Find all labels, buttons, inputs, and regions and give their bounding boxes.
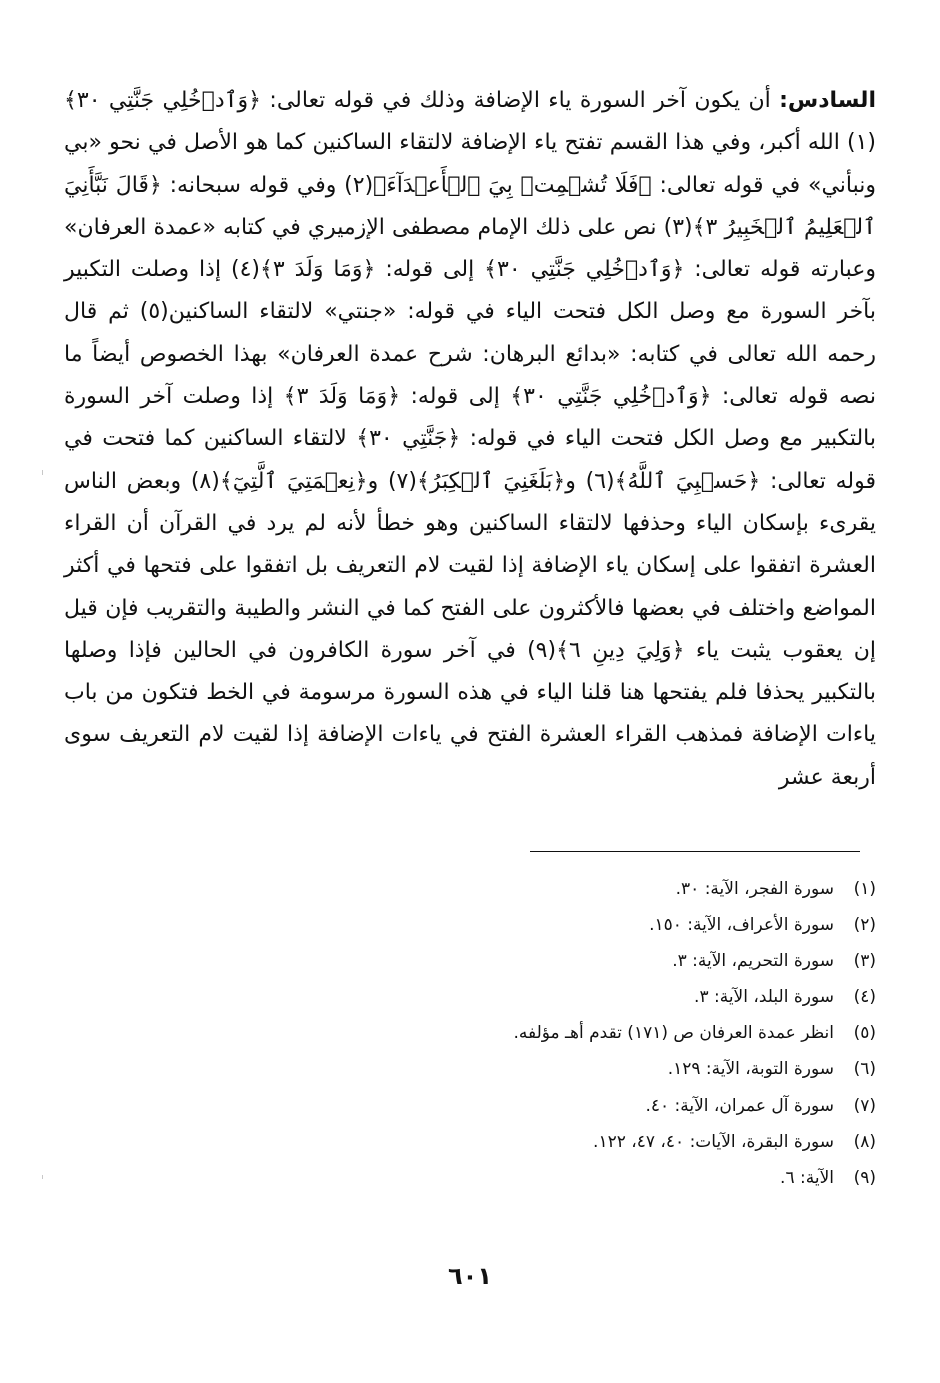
main-paragraph [64, 80, 876, 799]
footnote-text: سورة البلد، الآية: ٣. [694, 987, 834, 1008]
footnote-text: سورة البقرة، الآيات: ٤٠، ٤٧، ١٢٢. [593, 1131, 834, 1152]
footnote-item [356, 1124, 876, 1160]
main-text-block [64, 80, 876, 799]
footnote-item [356, 1160, 876, 1196]
footnote-number: (٢) [853, 915, 876, 936]
page-number: ٦٠١ [448, 1262, 492, 1290]
footnote-text: سورة آل عمران، الآية: ٤٠. [645, 1095, 834, 1116]
footnote-item [356, 1015, 876, 1051]
footnote-number: (٥) [853, 1023, 876, 1044]
paragraph-text: أن يكون آخر السورة ياء الإضافة وذلك في قوله تعالى: ﴿وَٱدۡخُلِي جَنَّتِي ٣٠﴾(١) الله أكبر، وفي هذا القسم تفتح ياء الإضافة لالتقاء الساكنين كما هو الأصل في نحو «بي ونبأني» في قوله تعالى: ﴿فَلَا تُشۡمِتۡ بِيَ ٱلۡأَعۡدَآءَ﴾(٢) وفي قوله سبحانه: ﴿قَالَ نَبَّأَنِيَ ٱلۡعَلِيمُ ٱلۡخَبِيرُ ٣﴾(٣) نص على ذلك الإمام مصطفى الإزميري في كتابه «عمدة العرفان» وعبارته قوله تعالى: ﴿وَٱدۡخُلِي جَنَّتِي ٣٠﴾ إلى قوله: ﴿وَمَا وَلَدَ ٣﴾(٤) إذا وصلت التكبير بآخر السورة مع وصل الكل فتحت الياء في قوله: «جنتي» لالتقاء الساكنين(٥) ثم قال رحمه الله تعالى في كتابه: «بدائع البرهان: شرح عمدة العرفان» بهذا الخصوص أيضاً ما نصه قوله تعالى: ﴿وَٱدۡخُلِي جَنَّتِي ٣٠﴾ إلى قوله: ﴿وَمَا وَلَدَ ٣﴾ إذا وصلت آخر السورة بالتكبير مع وصل الكل فتحت الياء في قوله: ﴿جَنَّتِي ٣٠﴾ لالتقاء الساكنين كما فتحت في قوله تعالى: ﴿حَسۡبِيَ ٱللَّهُ﴾(٦) و﴿بَلَغَنِيَ ٱلۡكِبَرُ﴾(٧) و﴿نِعۡمَتِيَ ٱلَّتِيٓ﴾(٨) وبعض الناس يقرىء بإسكان الياء وحذفها لالتقاء الساكنين وهو خطأ لأنه لم يرد في القرآن أن القراء العشرة اتفقوا على إسكان ياء الإضافة إذا لقيت لام التعريف بل اتفقوا على فتحها في أكثر المواضع واختلف في بعضها فالأكثرون على الفتح كما في النشر والطيبة والتقريب فإن قيل إن يعقوب يثبت ياء ﴿وَلِيَ دِينِ ٦﴾(٩) في آخر سورة الكافرون في الحالين فإذا وصلها بالتكبير يحذفا فلم يفتحها هنا قلنا الياء في هذه السورة مرسومة في الخط فتكون من باب ياءات الإضافة فمذهب القراء العشرة الفتح في ياءات الإضافة إذا لقيت لام التعريف سوى أربعة عشر [64, 88, 877, 790]
footnote-text: سورة الأعراف، الآية: ١٥٠. [649, 915, 834, 936]
footnote-text: سورة التوبة، الآية: ١٢٩. [667, 1059, 834, 1080]
scan-margin-mark [42, 1175, 43, 1179]
footnote-text: سورة التحريم، الآية: ٣. [672, 951, 834, 972]
footnote-number: (٩) [853, 1167, 876, 1188]
footnote-item [356, 871, 876, 907]
footnote-text: الآية: ٦. [780, 1167, 834, 1188]
footnote-separator [530, 851, 860, 852]
footnote-text: سورة الفجر، الآية: ٣٠. [675, 879, 834, 899]
footnote-item [356, 1051, 876, 1087]
footnote-item [356, 907, 876, 943]
footnote-item [356, 979, 876, 1015]
footnote-item [356, 1088, 876, 1124]
footnote-number: (٤) [853, 987, 876, 1008]
scan-margin-mark [42, 470, 43, 475]
footnote-text: انظر عمدة العرفان ص (١٧١) تقدم أهـ مؤلفه. [513, 1023, 834, 1044]
footnote-number: (٣) [853, 951, 876, 972]
footnote-number: (٧) [853, 1095, 876, 1116]
footnotes-list [356, 871, 876, 1196]
section-label: السادس: [779, 88, 876, 113]
footnote-item [356, 943, 876, 979]
footnote-number: (٦) [853, 1059, 876, 1080]
footnote-number: (١) [853, 879, 876, 899]
footnote-number: (٨) [853, 1131, 876, 1152]
